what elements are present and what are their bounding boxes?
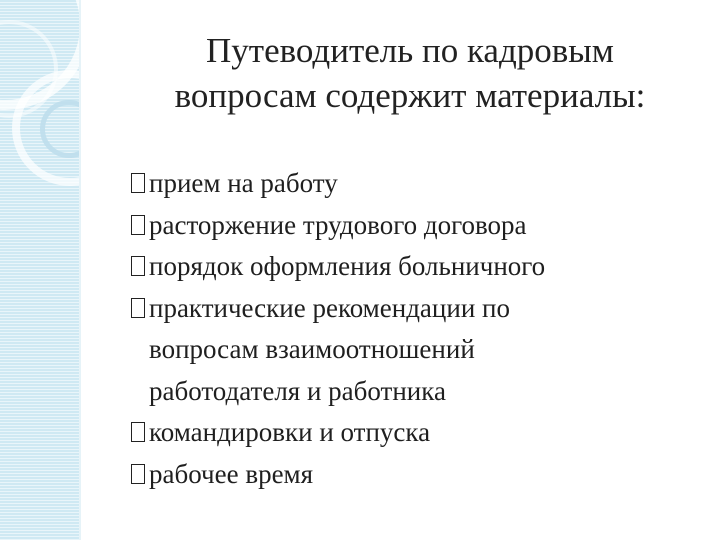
list-item-text: прием на работу <box>149 168 338 198</box>
list-item <box>131 412 701 454</box>
list-item-text: командировки и отпуска <box>149 417 431 447</box>
list-item <box>131 163 701 205</box>
list-item-text: рабочее время <box>149 458 314 489</box>
list-item-text: практические рекомендации по <box>149 292 510 323</box>
missing-glyph-bullet-icon <box>131 215 145 235</box>
slide-title-line: Путеводитель по кадровым <box>206 31 614 70</box>
list-item-text: вопросам взаимоотношений <box>149 334 475 364</box>
decorative-sidebar <box>0 0 79 540</box>
missing-glyph-bullet-icon <box>131 422 145 442</box>
list-item-text: расторжение трудового договора <box>149 209 527 240</box>
list-item <box>131 246 701 288</box>
slide-title <box>120 28 700 118</box>
list-item-text: работодателя и работника <box>149 375 446 406</box>
list-item <box>131 205 701 247</box>
missing-glyph-bullet-icon <box>131 173 145 193</box>
bullet-list <box>131 163 701 495</box>
missing-glyph-bullet-icon <box>131 464 145 484</box>
list-item <box>131 288 701 413</box>
list-item <box>131 454 701 496</box>
missing-glyph-bullet-icon <box>131 256 145 276</box>
slide-title-line: вопросам содержит материалы: <box>174 76 646 115</box>
missing-glyph-bullet-icon <box>131 298 145 318</box>
sidebar-edge <box>79 0 81 540</box>
list-item-text: порядок оформления больничного <box>149 251 546 281</box>
